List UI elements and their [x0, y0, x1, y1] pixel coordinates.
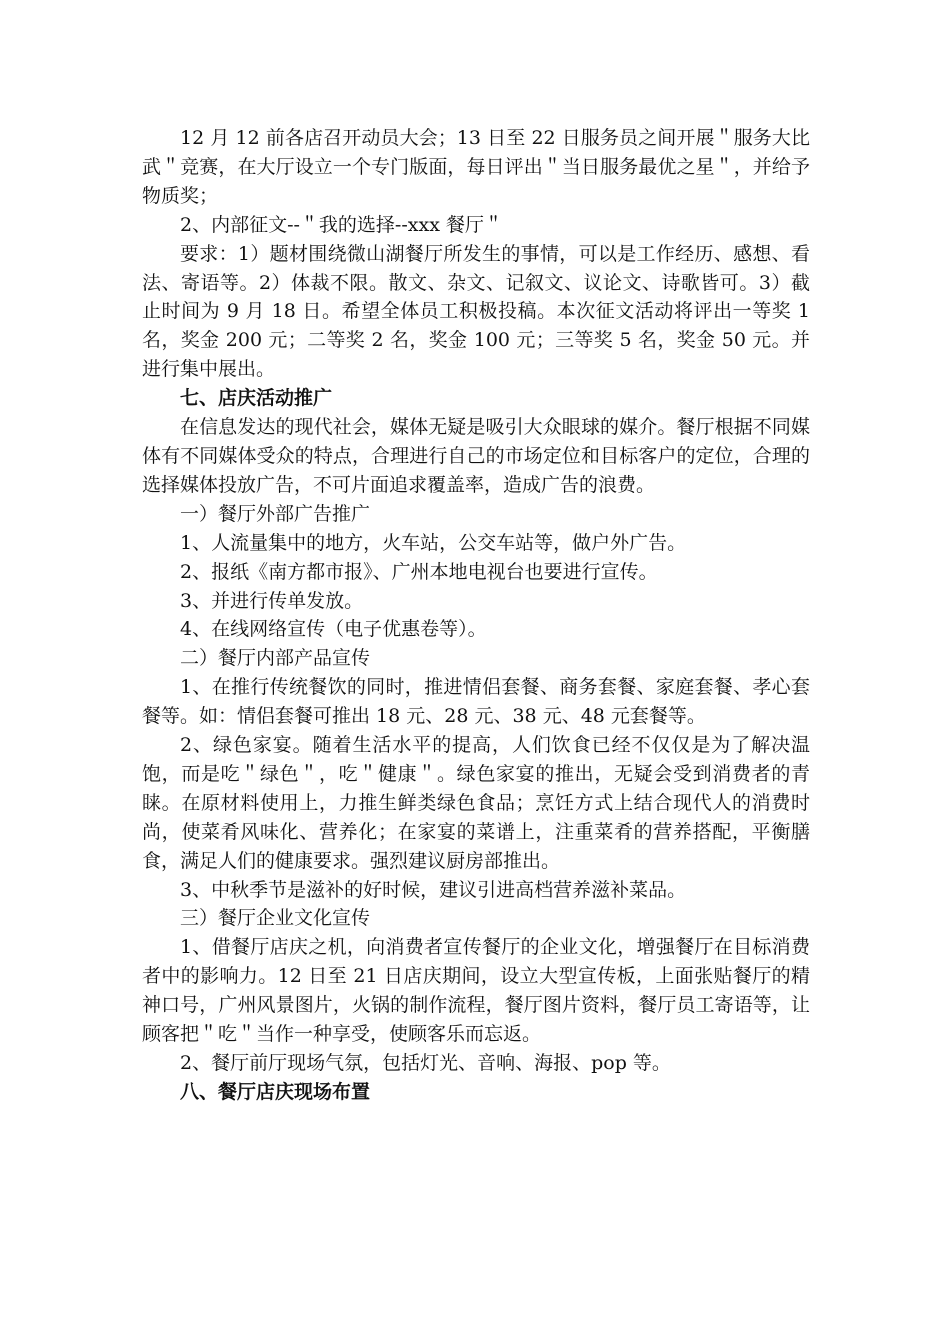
- list-item-green-banquet: 2、绿色家宴。随着生活水平的提高，人们饮食已经不仅仅是为了解决温饱，而是吃＂绿色＂，吃＂健康＂。绿色家宴的推出，无疑会受到消费者的青睐。在原材料使用上，力推生鲜类绿色食品；烹饪方式上结合现代人的消费时尚，使菜肴风味化、营养化；在家宴的菜谱上，注重菜肴的营养搭配，平衡膳食，满足人们的健康要求。强烈建议厨房部推出。: [142, 734, 810, 872]
- subheading-corporate-culture: 三）餐厅企业文化宣传: [180, 907, 371, 930]
- list-item-culture-board: 1、借餐厅店庆之机，向消费者宣传餐厅的企业文化，增强餐厅在目标消费者中的影响力。12 日至 21 日店庆期间，设立大型宣传板，上面张贴餐厅的精神口号，广州风景图片，火锅的制作流程，餐厅图片资料，餐厅员工寄语等，让顾客把＂吃＂当作一种享受，使顾客乐而忘返。: [142, 936, 810, 1046]
- document-body: [142, 124, 810, 1107]
- paragraph-internal-essay: 2、内部征文--＂我的选择--xxx 餐厅＂: [180, 213, 503, 236]
- list-item-outdoor-ads: 1、人流量集中的地方，火车站，公交车站等，做户外广告。: [180, 531, 687, 554]
- paragraph-mobilization-meeting: 12 月 12 前各店召开动员大会；13 日至 22 日服务员之间开展＂服务大比武＂竞赛，在大厅设立一个专门版面，每日评出＂当日服务最优之星＂，并给予物质奖；: [142, 127, 810, 207]
- subheading-external-advertising: 一）餐厅外部广告推广: [180, 502, 371, 525]
- list-item-set-meals: 1、在推行传统餐饮的同时，推进情侣套餐、商务套餐、家庭套餐、孝心套餐等。如：情侣套餐可推出 18 元、28 元、38 元、48 元套餐等。: [142, 676, 810, 728]
- paragraph-essay-requirements: 要求：1）题材围绕微山湖餐厅所发生的事情，可以是工作经历、感想、看法、寄语等。2）体裁不限。散文、杂文、记叙文、议论文、诗歌皆可。3）截止时间为 9 月 18 日。希望全体员工积极投稿。本次征文活动将评出一等奖 1 名，奖金 200 元；二等奖 2 名，奖金 100 元；三等奖 5 名，奖金 50 元。并进行集中展出。: [142, 242, 810, 381]
- list-item-flyers: 3、并进行传单发放。: [180, 589, 364, 612]
- list-item-online: 4、在线网络宣传（电子优惠卷等）。: [180, 618, 487, 641]
- list-item-front-hall: 2、餐厅前厅现场气氛，包括灯光、音响、海报、pop 等。: [180, 1052, 671, 1074]
- list-item-mid-autumn: 3、中秋季节是滋补的好时候，建议引进高档营养滋补菜品。: [180, 878, 687, 901]
- paragraph-media-intro: 在信息发达的现代社会，媒体无疑是吸引大众眼球的媒介。餐厅根据不同媒体有不同媒体受众的特点，合理进行自己的市场定位和目标客户的定位，合理的选择媒体投放广告，不可片面追求覆盖率，造成广告的浪费。: [142, 416, 810, 496]
- section-heading-anniversary-promotion: 七、店庆活动推广: [180, 387, 333, 410]
- list-item-newspaper-tv: 2、报纸《南方都市报》、广州本地电视台也要进行宣传。: [180, 560, 658, 583]
- section-heading-venue-layout: 八、餐厅店庆现场布置: [180, 1080, 371, 1103]
- subheading-internal-products: 二）餐厅内部产品宣传: [180, 647, 371, 670]
